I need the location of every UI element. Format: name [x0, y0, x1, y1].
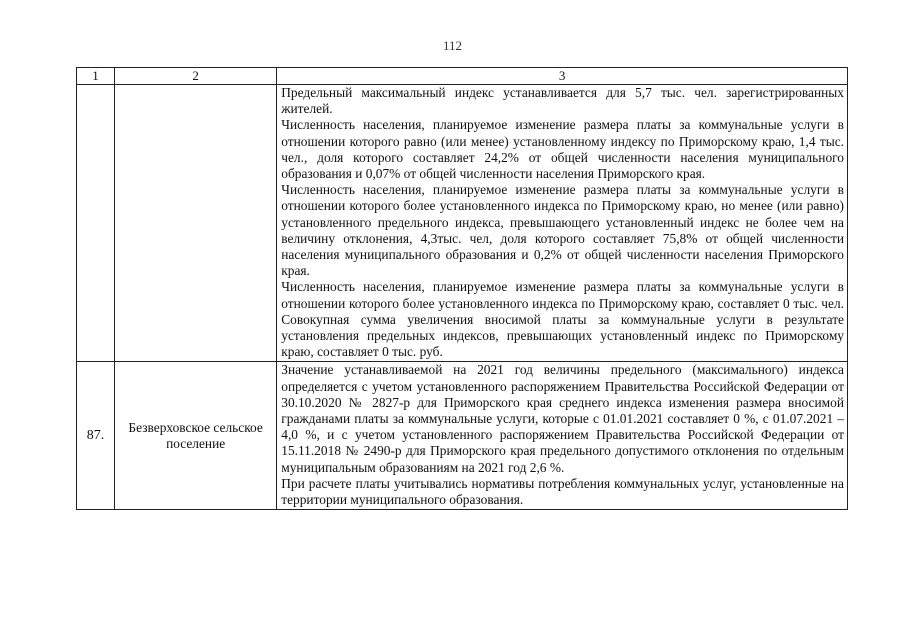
- continued-name-cell: [115, 85, 277, 362]
- table-header-row: [77, 68, 848, 85]
- column-header-3: 3: [277, 68, 848, 85]
- table-row-87: [77, 362, 848, 510]
- paragraph: Предельный максимальный индекс устанавливается для 5,7 тыс. чел. зарегистрированных жителей.: [281, 85, 844, 117]
- municipality-name: Безверховское сельское поселение: [115, 362, 277, 510]
- paragraph: Численность населения, планируемое изменение размера платы за коммунальные услуги в отношении которого более установленного индекса по Приморскому краю, но менее (или равно) установленного предельного индекса, превышающего установленный индекс не более чем на величину отклонения, 4,3тыс. чел, доля которого составляет 75,8% от общей численности населения муниципального образования и 0,2% от общей численности населения Приморского края.: [281, 182, 844, 279]
- paragraph: Численность населения, планируемое изменение размера платы за коммунальные услуги в отношении которого равно (или менее) установленному индексу по Приморскому краю, 1,4 тыс. чел., доля которого составляет 24,2% от общей численности населения муниципального образования и 0,07% от общей численности населения Приморского края.: [281, 117, 844, 182]
- paragraph: Значение устанавливаемой на 2021 год величины предельного (максимального) индекса определяется с учетом установленного распоряжением Правительства Российской Федерации от 30.10.2020 № 2827-р для Приморского края среднего индекса изменения размера вносимой гражданами платы за коммунальные услуги, которые с 01.01.2021 составляет 0 %, с 01.07.2021 – 4,0 %, и с учетом установленного распоряжением Правительства Российской Федерации от 15.11.2018 № 2490-р для Приморского края предельного допустимого отклонения по отдельным муниципальным образованиям на 2021 год 2,6 %.: [281, 362, 844, 475]
- continued-number-cell: [77, 85, 115, 362]
- page-number: 112: [442, 38, 463, 53]
- column-header-1: 1: [77, 68, 115, 85]
- paragraph: При расчете платы учитывались нормативы потребления коммунальных услуг, установленные на территории муниципального образования.: [281, 475, 844, 508]
- row-number: 87.: [77, 362, 115, 510]
- continued-text-cell: [277, 85, 848, 362]
- tariff-index-table: [76, 67, 848, 510]
- paragraph: Численность населения, планируемое изменение размера платы за коммунальные услуги в отношении которого более установленного индекса по Приморскому краю, составляет 0 тыс. чел. Совокупная сумма увеличения вносимой платы за коммунальные услуги в результате установления предельных индексов, превышающих установленный индекс по Приморскому краю, составляет 0 тыс. руб.: [281, 279, 844, 360]
- column-header-2: 2: [115, 68, 277, 85]
- row-87-text-cell: [277, 362, 848, 510]
- table-row-continued: [77, 85, 848, 362]
